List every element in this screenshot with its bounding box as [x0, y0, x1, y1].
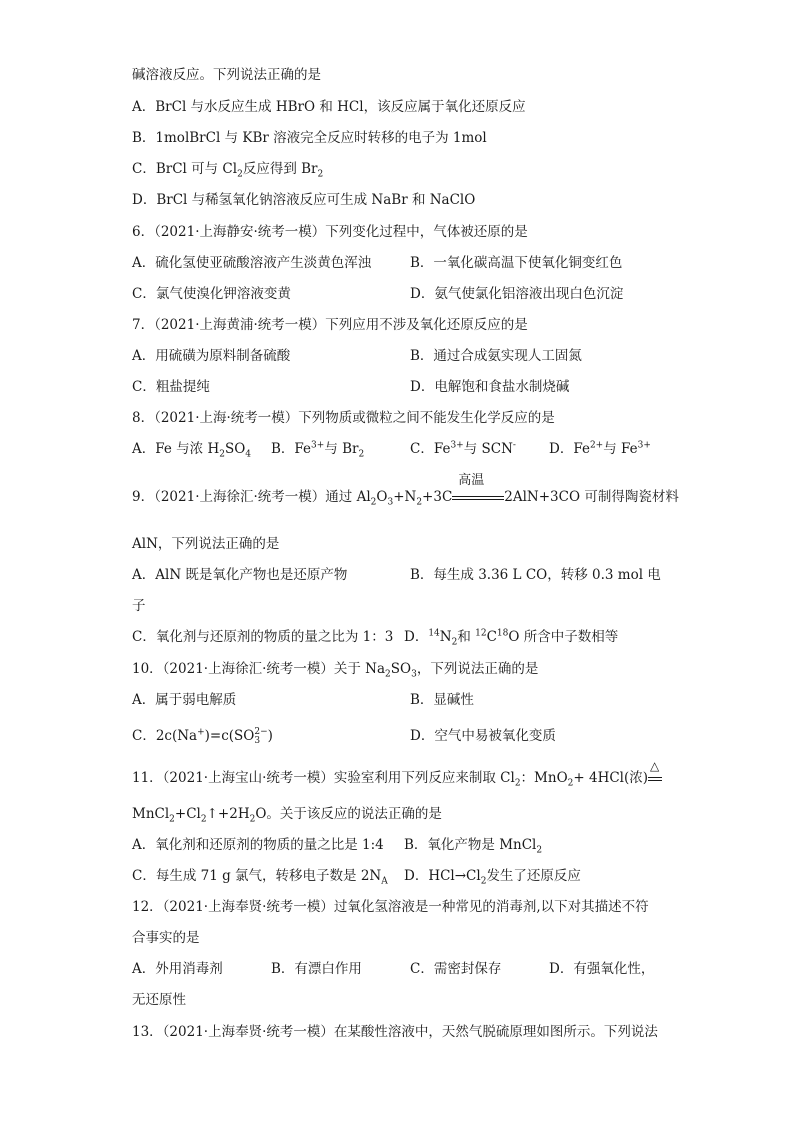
q11-option-c: C．每生成 71 g 氯气，转移电子数是 $2N_A$	[132, 868, 388, 887]
q10-option-d: D．空气中易被氧化变质	[410, 728, 556, 744]
q6-option-a: A．硫化氢使亚硫酸溶液产生淡黄色浑浊	[132, 255, 372, 271]
q12-option-b: B．有漂白作用	[271, 961, 362, 977]
q7-option-a: A．用硫磺为原料制备硫酸	[132, 348, 291, 364]
q5-option-a: A．BrCl 与水反应生成 HBrO 和 HCl，该反应属于氧化还原反应	[132, 99, 526, 115]
q9-option-d: D．$^{14}N_2$和 $^{12}C^{18}O$ 所含中子数相等	[404, 628, 619, 648]
q7-option-d: D．电解饱和食盐水制烧碱	[410, 379, 570, 395]
question-7-stem: 7．（2021·上海黄浦·统考一模）下列应用不涉及氧化还原反应的是	[132, 317, 528, 333]
q6-option-d: D．氨气使氯化铝溶液出现白色沉淀	[410, 286, 624, 302]
question-10-stem: 10．（2021·上海徐汇·统考一模）关于 $Na_2SO_3$，下列说法正确的是	[132, 661, 539, 680]
question-6-stem: 6．（2021·上海静安·统考一模）下列变化过程中，气体被还原的是	[132, 224, 528, 240]
high-temperature-condition-equals: 高温	[452, 488, 504, 506]
q12-option-d: D．有强氧化性，	[549, 961, 655, 977]
q9-option-b-wrap: 子	[132, 598, 146, 614]
q10-options-row-2	[132, 727, 672, 746]
q12-option-a: A．外用消毒剂	[132, 961, 223, 977]
q7-options-row-1	[132, 347, 672, 365]
q10-option-a: A．属于弱电解质	[132, 692, 237, 708]
q8-option-b: B．$Fe^{3+}$与 $Br_2$	[271, 440, 365, 460]
q7-option-b: B．通过合成氨实现人工固氮	[410, 348, 582, 364]
q11-option-d: D．$HCl\to Cl_2$发生了还原反应	[404, 868, 581, 887]
q7-option-c: C．粗盐提纯	[132, 379, 210, 395]
q8-option-d: D．$Fe^{2+}$与 $Fe^{3+}$	[549, 440, 651, 457]
question-8-stem: 8．（2021·上海·统考一模）下列物质或微粒之间不能发生化学反应的是	[132, 410, 555, 426]
question-13-stem: 13．（2021·上海奉贤·统考一模）在某酸性溶液中，天然气脱硫原理如图所示。下列说法	[132, 1024, 658, 1040]
question-9-stem-line-2: AlN，下列说法正确的是	[132, 536, 280, 552]
q5-option-d: D．BrCl 与稀氢氧化钠溶液反应可生成 NaBr 和 NaClO	[132, 192, 476, 208]
q10-option-c: C．2c(Na+)=c(SO 2− 3 )	[132, 726, 273, 746]
q12-option-c: C．需密封保存	[410, 961, 502, 977]
q5-option-b: B．1molBrCl 与 KBr 溶液完全反应时转移的电子为 1mol	[132, 130, 487, 146]
question-9-stem: 9．（2021·上海徐汇·统考一模）通过 $Al_2O_3+N_2+3C$ 高温 2AlN+3CO 可制得陶瓷材料	[132, 473, 679, 508]
q8-option-a: A．Fe 与浓 $H_2SO_4$	[132, 441, 252, 460]
heating-condition-equals: △	[648, 769, 662, 787]
question-12-stem-line-2: 合事实的是	[132, 930, 200, 946]
q11-options-row-2	[132, 867, 672, 885]
q11-option-b: B．氧化产物是 MnCl$_2$	[404, 837, 543, 856]
q6-option-b: B．一氧化碳高温下使氧化铜变红色	[410, 255, 623, 271]
question-12-stem: 12．（2021·上海奉贤·统考一模）过氧化氢溶液是一种常见的消毒剂,以下对其描述不符	[132, 899, 649, 915]
q12-option-d-wrap: 无还原性	[132, 992, 186, 1008]
q9-option-c: C．氧化剂与还原剂的物质的量之比为 1：3	[132, 629, 394, 645]
q11-options-row-1	[132, 836, 672, 854]
question-11-stem-line-2: $MnCl_2+Cl_2↑+2H_2O$。关于该反应的说法正确的是	[132, 806, 442, 825]
q9-option-a: A．AlN 既是氧化产物也是还原产物	[132, 567, 348, 583]
question-11-stem: 11．（2021·上海宝山·统考一模）实验室利用下列反应来制取 $Cl_2$：MnO$_2$+ 4HCl(浓) △	[132, 769, 662, 787]
q11-option-a: A．氧化剂和还原剂的物质的量之比是 1:4	[132, 837, 384, 853]
q9-option-b: B．每生成 3.36 L CO，转移 0.3 mol 电	[410, 567, 661, 583]
q5-option-c: C．BrCl 可与 $Cl_2$反应得到 $Br_2$	[132, 161, 324, 180]
question-5-stem-continuation: 碱溶液反应。下列说法正确的是	[132, 67, 321, 83]
q6-option-c: C．氯气使溴化钾溶液变黄	[132, 286, 291, 302]
q9-options-row-1	[132, 566, 672, 584]
q10-options-row-1	[132, 691, 672, 709]
q9-options-row-2	[132, 628, 672, 646]
q6-options-row-1	[132, 254, 672, 272]
q10-option-b: B．显碱性	[410, 692, 474, 708]
q8-option-c: C．$Fe^{3+}$与 SCN-	[410, 440, 516, 457]
q6-options-row-2	[132, 285, 672, 303]
q7-options-row-2	[132, 378, 672, 396]
